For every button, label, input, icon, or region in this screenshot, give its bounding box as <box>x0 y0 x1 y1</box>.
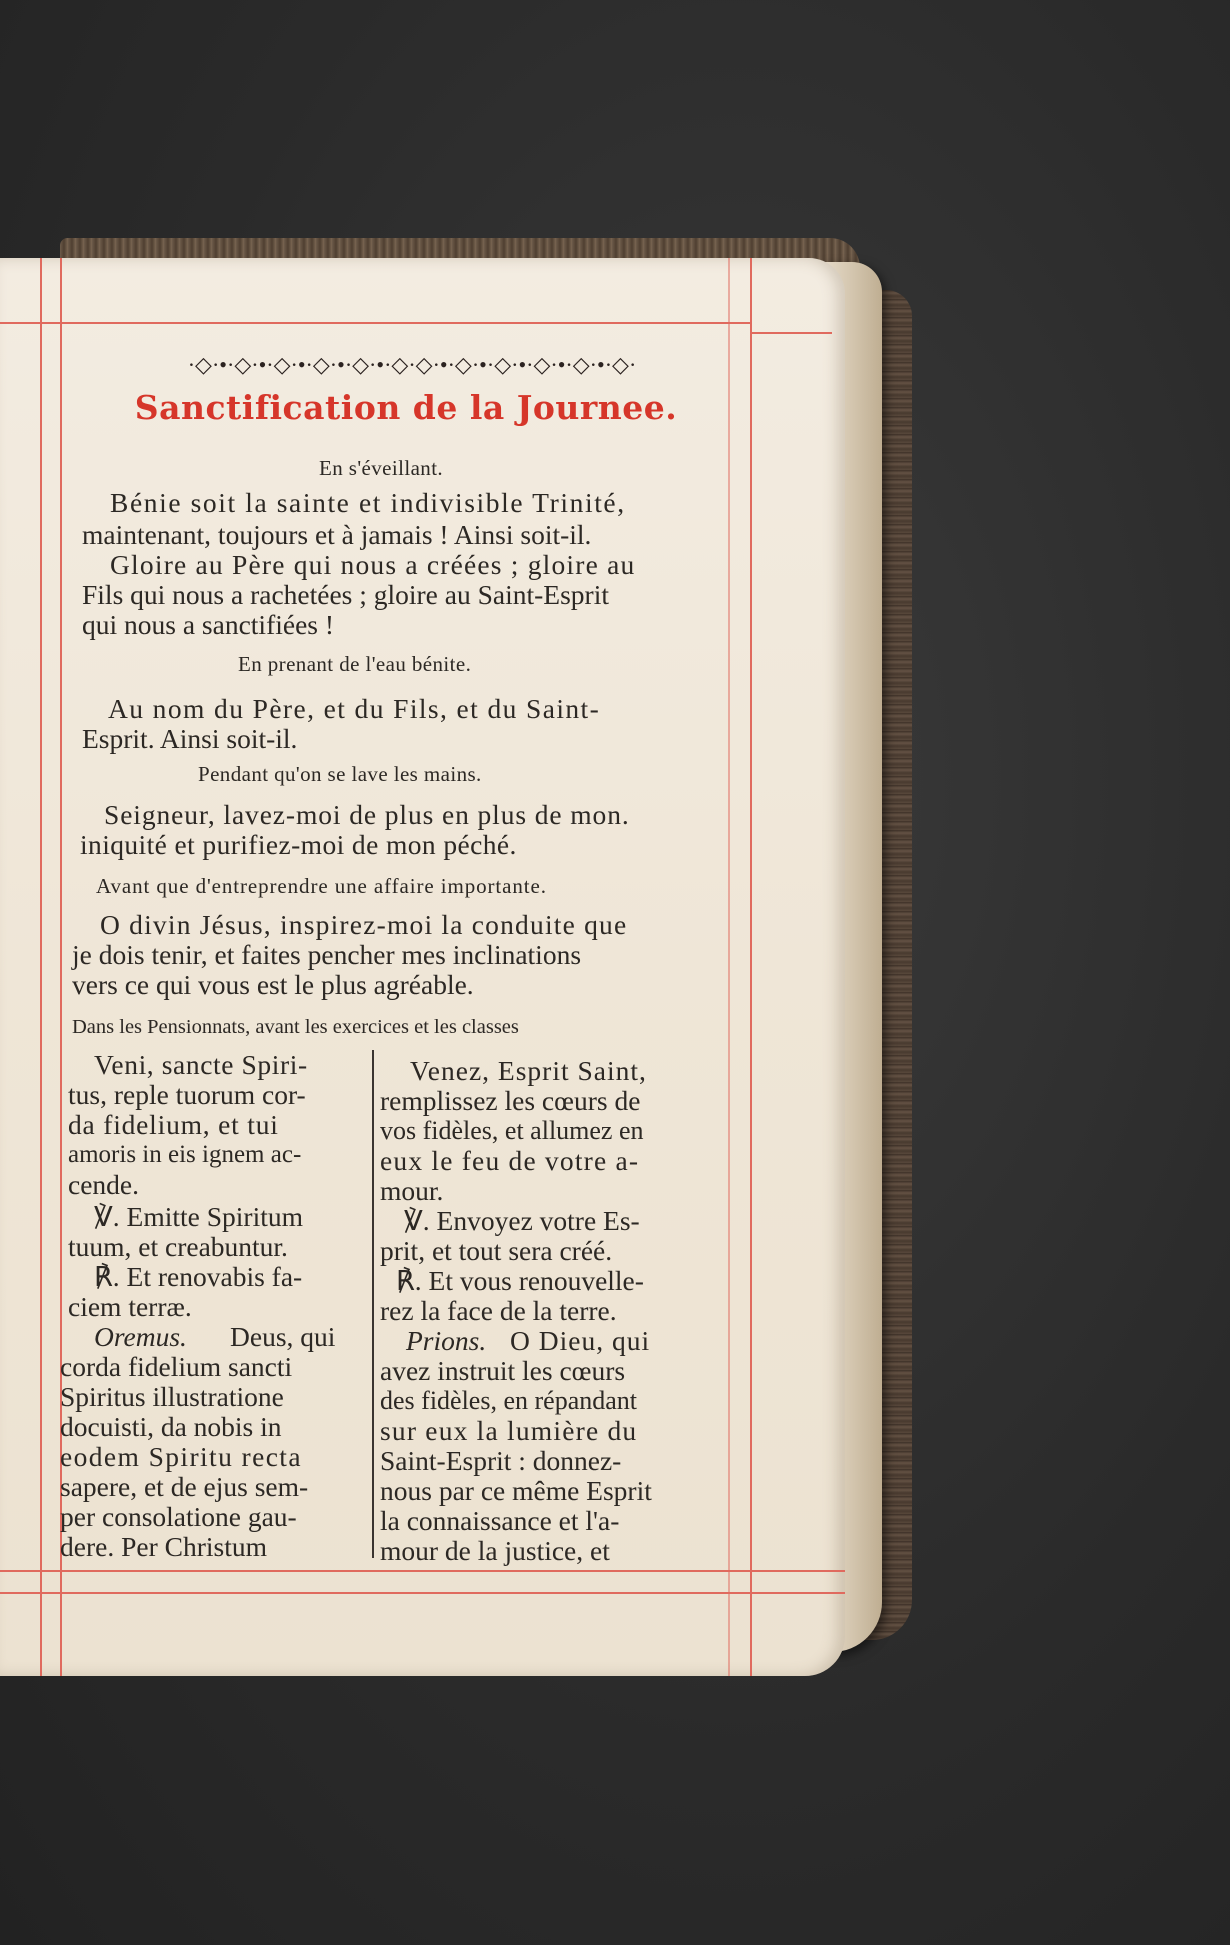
text-line: Gloire au Père qui nous a créées ; gloire au <box>110 549 636 580</box>
latin-line: da fidelium, et tui <box>68 1109 279 1140</box>
text-line: Esprit. Ainsi soit-il. <box>82 723 298 754</box>
latin-line: ℟. Et renovabis fa- <box>94 1261 303 1292</box>
french-line: Venez, Esprit Saint, <box>410 1055 647 1086</box>
french-line: des fidèles, en répandant <box>380 1386 638 1415</box>
french-line: Saint-Esprit : donnez- <box>380 1445 622 1476</box>
border-rule-inner-left <box>40 258 42 1676</box>
latin-line: cende. <box>68 1169 139 1200</box>
border-rule-top-right <box>752 332 832 334</box>
text-line: qui nous a sanctifiées ! <box>82 609 335 640</box>
rubric-heading-2: En prenant de l'eau bénite. <box>238 652 472 676</box>
text-line: iniquité et purifiez-moi de mon péché. <box>80 829 517 860</box>
page-title: Sanctification de la Journee. <box>134 388 678 427</box>
french-line: sur eux la lumière du <box>380 1415 638 1446</box>
french-line: O Dieu, qui <box>510 1325 651 1356</box>
latin-line: sapere, et de ejus sem- <box>60 1471 309 1502</box>
latin-line: ℣. Emitte Spiritum <box>94 1201 304 1232</box>
french-line: mour. <box>380 1175 444 1206</box>
latin-line: docuisti, da nobis in <box>60 1411 282 1442</box>
french-line: ℣. Envoyez votre Es- <box>404 1205 640 1236</box>
text-line: je dois tenir, et faites pencher mes inclinations <box>72 939 582 970</box>
rubric-heading-3: Pendant qu'on se lave les mains. <box>198 762 482 786</box>
french-line: vos fidèles, et allumez en <box>380 1116 644 1145</box>
french-line: ℟. Et vous renouvelle- <box>396 1265 644 1296</box>
french-line: mour de la justice, et <box>380 1535 610 1566</box>
french-line: remplissez les cœurs de <box>380 1085 641 1116</box>
latin-line: eodem Spiritu recta <box>60 1441 302 1472</box>
french-line: prit, et tout sera créé. <box>380 1235 613 1266</box>
text-line: O divin Jésus, inspirez-moi la conduite que <box>100 909 628 940</box>
text-line: Bénie soit la sainte et indivisible Trinité, <box>110 487 626 518</box>
text-line: Au nom du Père, et du Fils, et du Saint- <box>108 693 601 724</box>
latin-line: tus, reple tuorum cor- <box>68 1079 306 1110</box>
french-line: eux le feu de votre a- <box>380 1145 640 1176</box>
french-line: nous par ce même Esprit <box>380 1475 652 1506</box>
border-rule-bottom <box>0 1570 845 1572</box>
border-rule-bottom-2 <box>0 1592 845 1594</box>
french-line-prions: Prions. <box>406 1325 487 1356</box>
latin-line: per consolatione gau- <box>60 1501 297 1532</box>
column-divider <box>372 1050 374 1558</box>
latin-line: corda fidelium sancti <box>60 1351 293 1382</box>
border-rule-top <box>0 322 752 324</box>
text-line: maintenant, toujours et à jamais ! Ainsi soit-il. <box>82 519 592 550</box>
french-line: la connaissance et l'a- <box>380 1505 620 1536</box>
latin-line: Deus, qui <box>230 1321 336 1352</box>
rubric-heading-1: En s'éveillant. <box>319 456 444 480</box>
latin-line-oremus: Oremus. <box>94 1321 187 1352</box>
rubric-heading-4: Avant que d'entreprendre une affaire importante. <box>96 874 547 898</box>
latin-line: ciem terræ. <box>68 1291 192 1322</box>
text-line: Fils qui nous a rachetées ; gloire au Saint-Esprit <box>82 579 609 610</box>
latin-line: Spiritus illustratione <box>60 1381 284 1412</box>
latin-line: dere. Per Christum <box>60 1531 267 1562</box>
latin-line: amoris in eis ignem ac- <box>68 1141 302 1168</box>
text-line: vers ce qui vous est le plus agréable. <box>72 969 474 1000</box>
text-line: Seigneur, lavez-moi de plus en plus de mon. <box>104 799 630 830</box>
rubric-heading-5: Dans les Pensionnats, avant les exercices et les classes <box>72 1016 519 1038</box>
latin-line: tuum, et creabuntur. <box>68 1231 288 1262</box>
latin-line: Veni, sancte Spiri- <box>94 1049 308 1080</box>
border-rule-outer-right <box>728 258 730 1676</box>
french-line: avez instruit les cœurs <box>380 1355 626 1386</box>
decorative-ornament-band: ·◇·•·◇·•·◇·•·◇·•·◇·•·◇·◇·•·◇·•·◇·•·◇·•·◇·•·◇· <box>187 352 637 377</box>
french-line: rez la face de la terre. <box>380 1295 617 1326</box>
border-rule-right <box>750 258 752 1676</box>
